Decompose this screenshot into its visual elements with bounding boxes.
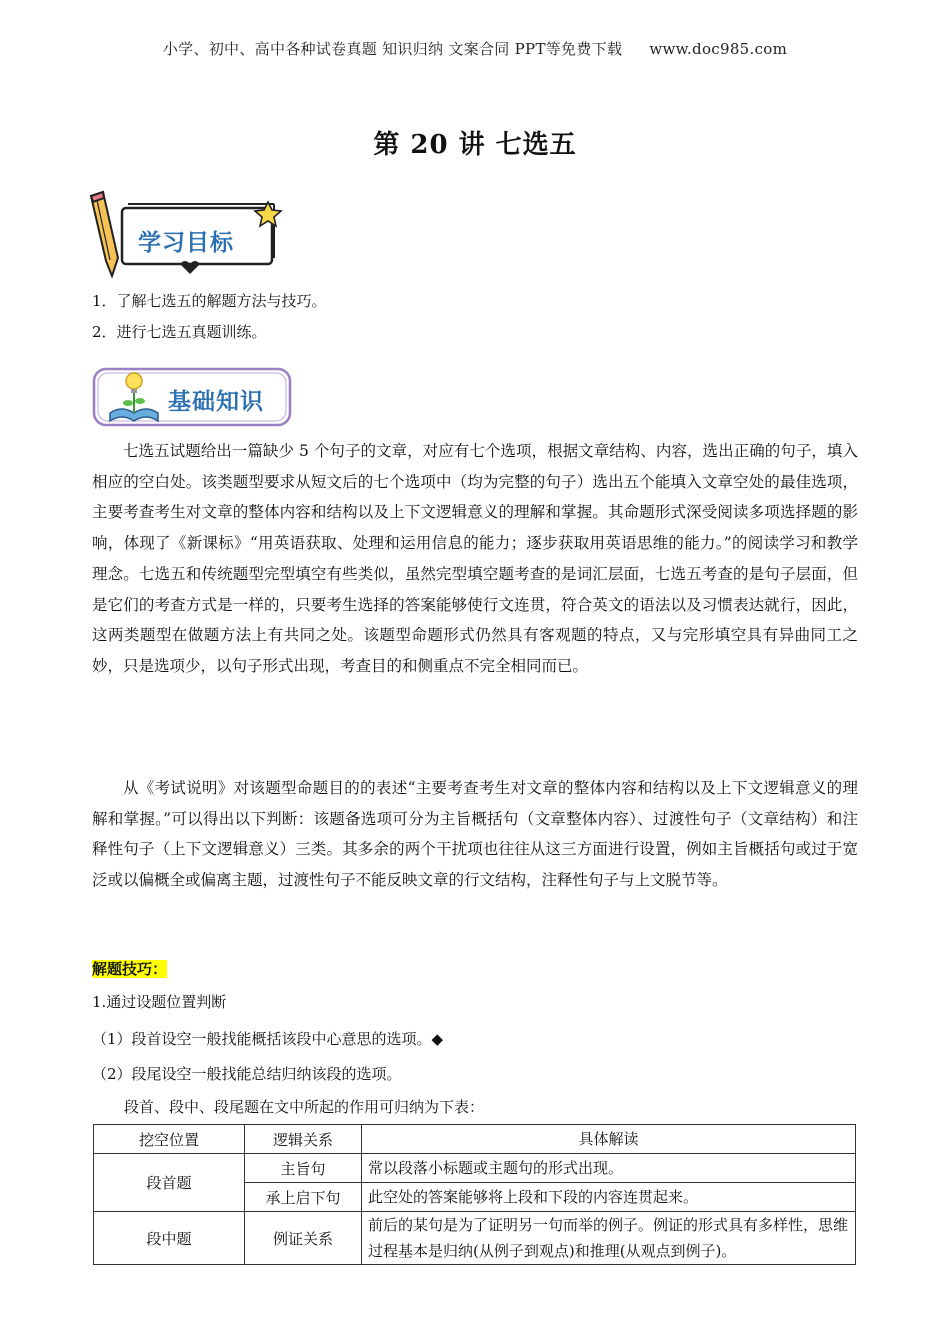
learning-goals-badge xyxy=(88,188,286,278)
page-header xyxy=(0,38,950,59)
table-header-cell: 挖空位置 xyxy=(94,1125,245,1154)
basic-knowledge-label: 基础知识 xyxy=(168,389,264,415)
page-title: 第 20 讲 七选五 xyxy=(373,130,577,160)
detail-cell: 此空处的答案能够将上段和下段的内容连贯起来。 xyxy=(362,1183,856,1212)
body-paragraph: 七选五试题给出一篇缺少 5 个句子的文章，对应有七个选项，根据文章结构、内容，选出正确的句子，填入相应的空白处。该类题型要求从短文后的七个选项中（均为完整的句子）选出五个能填入文章空处的最佳选项，主要考查考生对文章的整体内容和结构以及上下文逻辑意义的理解和掌握。其命题形式深受阅读多项选择题的影响，体现了《新课标》“用英语获取、处理和运用信息的能力；逐步获取用英语思维的能力。”的阅读学习和教学理念。七选五和传统题型完型填空有些类似，虽然完型填空题考查的是词汇层面，七选五考查的是句子层面，但是它们的考查方式是一样的，只要考生选择的答案能够使行文连贯，符合英文的语法以及习惯表达就行，因此，这两类题型在做题方法上有共同之处。该题型命题形式仍然具有客观题的特点，又与完形填空具有异曲同工之妙，只是选项少，以句子形式出现，考查目的和侧重点不完全相同而已。 xyxy=(92,442,858,675)
table-row xyxy=(94,1212,856,1265)
tips-heading xyxy=(92,959,167,979)
relation-cell: 主旨句 xyxy=(245,1154,362,1183)
table-header-cell: 逻辑关系 xyxy=(245,1125,362,1154)
learning-goals-label: 学习目标 xyxy=(138,230,234,256)
table-intro: 段首、段中、段尾题在文中所起的作用可归纳为下表： xyxy=(124,1098,485,1116)
body-paragraph: 从《考试说明》对该题型命题目的的表述“主要考查考生对文章的整体内容和结构以及上下文逻辑意义的理解和掌握。”可以得出以下判断：该题备选项可分为主旨概括句（文章整体内容）、过渡性句子（文章结构）和注释性句子（上下文逻辑意义）三类。其多余的两个干扰项也往往从这三方面进行设置，例如主旨概括句或过于宽泛或以偏概全或偏离主题，过渡性句子不能反映文章的行文结构，注释性句子与上文脱节等。 xyxy=(92,779,858,890)
detail-cell: 前后的某句是为了证明另一句而举的例子。例证的形式具有多样性，思维过程基本是归纳(从例子到观点)和推理(从观点到例子)。 xyxy=(362,1212,856,1265)
tip-item: （2）段尾设空一般找能总结归纳该段的选项。 xyxy=(92,1065,402,1083)
tips-heading-text: 解题技巧： xyxy=(92,960,168,978)
position-cell: 段中题 xyxy=(94,1212,245,1265)
table-row xyxy=(94,1154,856,1183)
summary-table xyxy=(93,1124,856,1265)
basic-knowledge-badge xyxy=(92,365,296,431)
relation-cell: 例证关系 xyxy=(245,1212,362,1265)
header-text: 小学、初中、高中各种试卷真题 知识归纳 文案合同 PPT等免费下载 xyxy=(162,40,623,58)
tips-subheading: 1.通过设题位置判断 xyxy=(92,993,227,1011)
position-cell: 段首题 xyxy=(94,1154,245,1212)
table-header-row xyxy=(94,1125,856,1154)
goal-item: 2．进行七选五真题训练。 xyxy=(92,323,267,341)
tip-item: （1）段首设空一般找能概括该段中心意思的选项。◆ xyxy=(92,1030,444,1048)
relation-cell: 承上启下句 xyxy=(245,1183,362,1212)
goal-item: 1．了解七选五的解题方法与技巧。 xyxy=(92,292,327,310)
table-header-cell: 具体解读 xyxy=(362,1125,856,1154)
header-site-link[interactable]: www.doc985.com xyxy=(649,40,788,58)
detail-cell: 常以段落小标题或主题句的形式出现。 xyxy=(362,1154,856,1183)
